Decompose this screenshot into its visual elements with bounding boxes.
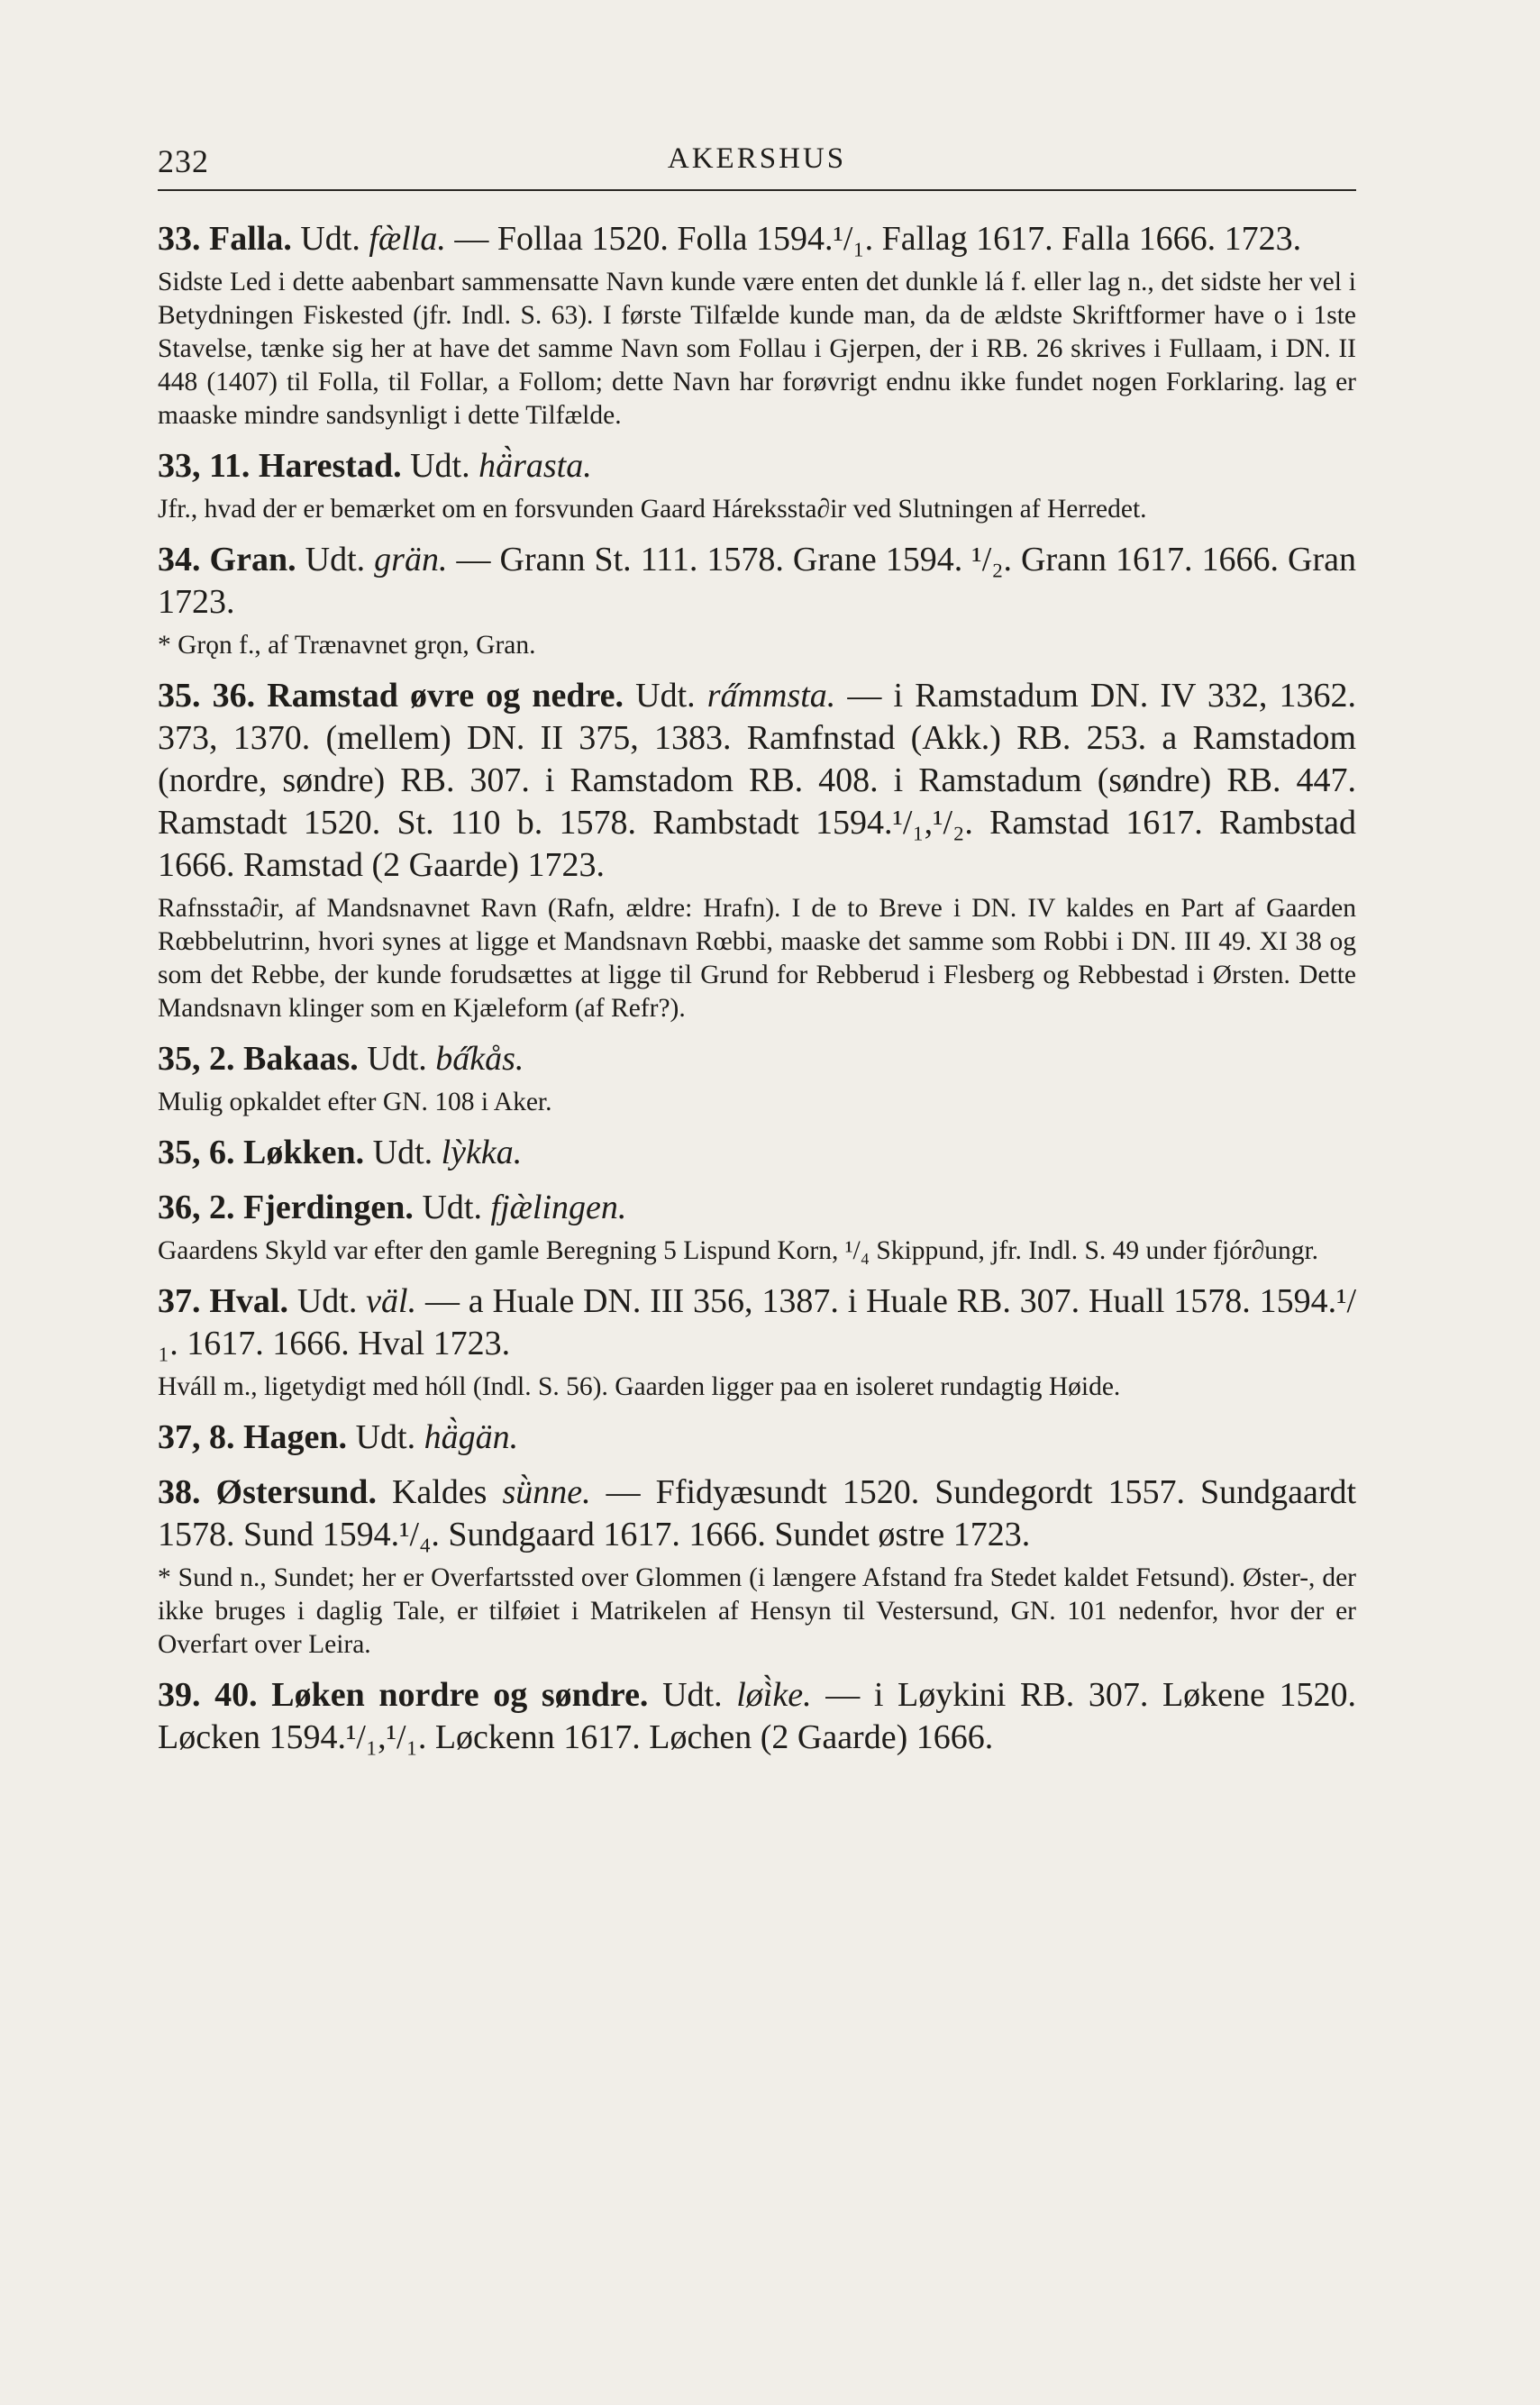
pronunciation: hä̀gän. xyxy=(424,1418,519,1456)
pronunciation: fjæ̀lingen. xyxy=(490,1189,627,1226)
pronunciation-label: Udt. xyxy=(422,1189,482,1226)
entry-headline xyxy=(158,218,1356,260)
entry-headline xyxy=(158,1417,1356,1459)
pronunciation-label: Kaldes xyxy=(391,1473,488,1511)
place-entry xyxy=(158,1471,1356,1662)
pronunciation: fæ̀lla. xyxy=(369,220,446,258)
historical-forms: — Ffidyæsundt 1520. Sundegordt 1557. Sundgaardt 1578. Sund 1594.¹/₄. Sundgaard 1617. 1666. Sundet østre 1723. xyxy=(158,1473,1357,1553)
pronunciation: lỳkka. xyxy=(441,1134,523,1171)
pronunciation-label: Udt. xyxy=(296,1282,358,1320)
entry-headline xyxy=(158,445,1356,487)
pronunciation-label: Udt. xyxy=(372,1134,433,1171)
place-name: Løkken. xyxy=(243,1134,365,1171)
entry-number: 38. xyxy=(158,1473,201,1511)
place-entry xyxy=(158,1038,1356,1119)
place-name: Falla. xyxy=(209,220,292,258)
page-header xyxy=(158,135,1356,191)
pronunciation: hä̀rasta. xyxy=(478,447,592,485)
entry-headline xyxy=(158,1674,1356,1759)
pronunciation-label: Udt. xyxy=(355,1418,416,1456)
place-entry xyxy=(158,445,1356,526)
place-name: Løken nordre og søndre. xyxy=(271,1676,649,1714)
entry-number: 36, 2. xyxy=(158,1189,235,1226)
historical-forms: — i Løykini RB. 307. Løkene 1520. Løcken 1594.¹/₁,¹/₁. Løckenn 1617. Løchen (2 Gaarde) 1666. xyxy=(158,1676,1357,1756)
historical-forms: — a Huale DN. III 356, 1387. i Huale RB. 307. Huall 1578. 1594.¹/₁. 1617. 1666. Hval 1723. xyxy=(158,1282,1357,1362)
historical-forms: — i Ramstadum DN. IV 332, 1362. 373, 1370. (mellem) DN. II 375, 1383. Ramfnstad (Akk.) RB. 253. a Ramstadom (nordre, søndre) RB. 307. i Ramstadom RB. 408. i Ramstadum (søndre) RB. 447. Ramstadt 1520. St. 110 b. 1578. Rambstadt 1594.¹/₁,¹/₂. Ramstad 1617. Rambstad 1666. Ramstad (2 Gaarde) 1723. xyxy=(158,677,1357,884)
entry-note: Jfr., hvad der er bemærket om en forsvunden Gaard Hárekssta∂ir ved Slutningen af Herredet. xyxy=(158,495,1147,524)
entry-headline xyxy=(158,539,1356,624)
entry-headline xyxy=(158,1471,1356,1556)
place-entry xyxy=(158,1417,1356,1459)
entry-note: Sidste Led i dette aabenbart sammensatte Navn kunde være enten det dunkle lá f. eller lag n., det sidste her vel i Betydningen Fiskested (jfr. Indl. S. 63). I første Tilfælde kunde man, da de ældste Skriftformer have o i 1ste Stavelse, tænke sig her at have det samme Navn som Follau i Gjerpen, der i RB. 26 skrives i Fullaam, i DN. II 448 (1407) til Folla, til Follar, a Follom; dette Navn har forøvrigt endnu ikke fundet nogen Forklaring. lag er maaske mindre sandsynligt i dette Tilfælde. xyxy=(158,268,1356,430)
place-name: Østersund. xyxy=(215,1473,377,1511)
pronunciation: sǜnne. xyxy=(502,1473,591,1511)
pronunciation-label: Udt. xyxy=(410,447,470,485)
place-entry xyxy=(158,1132,1356,1174)
place-name: Hval. xyxy=(209,1282,288,1320)
place-name: Fjerdingen. xyxy=(243,1189,414,1226)
place-name: Bakaas. xyxy=(243,1040,359,1078)
pronunciation-label: Udt. xyxy=(305,541,366,578)
place-name: Hagen. xyxy=(243,1418,348,1456)
entries-list xyxy=(158,218,1356,1759)
running-head: AKERSHUS xyxy=(667,142,847,175)
entry-note: * Sund n., Sundet; her er Overfartssted over Glommen (i længere Afstand fra Stedet kaldet Fetsund). Øster-, der ikke bruges i daglig Tale, er tilføiet i Matrikelen af Hensyn til Vestersund, GN. 101 nedenfor, hvor der er Overfart over Leira. xyxy=(158,1563,1356,1659)
place-entry xyxy=(158,218,1356,433)
pronunciation-label: Udt. xyxy=(367,1040,427,1078)
book-page xyxy=(158,135,1356,1759)
place-name: Harestad. xyxy=(258,447,402,485)
entry-headline xyxy=(158,675,1356,887)
pronunciation: grän. xyxy=(374,541,448,578)
place-entry xyxy=(158,1187,1356,1268)
entry-note: * Grǫn f., af Trænavnet grǫn, Gran. xyxy=(158,631,536,660)
entry-note: Rafnssta∂ir, af Mandsnavnet Ravn (Rafn, ældre: Hrafn). I de to Breve i DN. IV kaldes en Part af Gaarden Rœbbelutrinn, hvori synes at ligge et Mandsnavn Rœbbi, maaske det samme som Robbi i DN. III 49. XI 38 og som det Rebbe, der kunde forudsættes at ligge til Grund for Rebberud i Flesberg og Rebbestad i Ørsten. Dette Mandsnavn klinger som en Kjæleform (af Refr?). xyxy=(158,894,1356,1023)
pronunciation-label: Udt. xyxy=(662,1676,723,1714)
entry-number: 34. xyxy=(158,541,201,578)
place-entry xyxy=(158,1280,1356,1404)
entry-number: 35, 6. xyxy=(158,1134,235,1171)
entry-number: 35. 36. xyxy=(158,677,256,715)
historical-forms: — Grann St. 111. 1578. Grane 1594. ¹/₂. Grann 1617. 1666. Gran 1723. xyxy=(158,541,1357,621)
entry-headline xyxy=(158,1187,1356,1229)
pronunciation: løì̀ke. xyxy=(736,1676,812,1714)
pronunciation: ra̋mmsta. xyxy=(706,677,836,715)
place-entry xyxy=(158,675,1356,1025)
page-number: 232 xyxy=(158,143,209,179)
entry-number: 33. xyxy=(158,220,201,258)
place-entry xyxy=(158,539,1356,662)
pronunciation: ba̋kås. xyxy=(435,1040,524,1078)
entry-headline xyxy=(158,1132,1356,1174)
entry-note: Mulig opkaldet efter GN. 108 i Aker. xyxy=(158,1088,552,1116)
pronunciation: väl. xyxy=(366,1282,417,1320)
historical-forms: — Follaa 1520. Folla 1594.¹/₁. Fallag 1617. Falla 1666. 1723. xyxy=(454,220,1302,258)
place-entry xyxy=(158,1674,1356,1759)
place-name: Gran. xyxy=(209,541,296,578)
pronunciation-label: Udt. xyxy=(635,677,696,715)
entry-number: 35, 2. xyxy=(158,1040,235,1078)
entry-note: Hváll m., ligetydigt med hóll (Indl. S. 56). Gaarden ligger paa en isoleret rundagtig Høide. xyxy=(158,1372,1121,1401)
entry-headline xyxy=(158,1038,1356,1080)
pronunciation-label: Udt. xyxy=(300,220,360,258)
entry-number: 39. 40. xyxy=(158,1676,258,1714)
entry-number: 37. xyxy=(158,1282,201,1320)
place-name: Ramstad øvre og nedre. xyxy=(267,677,624,715)
entry-number: 37, 8. xyxy=(158,1418,235,1456)
entry-headline xyxy=(158,1280,1356,1365)
entry-note: Gaardens Skyld var efter den gamle Beregning 5 Lispund Korn, ¹/₄ Skippund, jfr. Indl. S. 49 under fjór∂ungr. xyxy=(158,1236,1319,1265)
entry-number: 33, 11. xyxy=(158,447,251,485)
